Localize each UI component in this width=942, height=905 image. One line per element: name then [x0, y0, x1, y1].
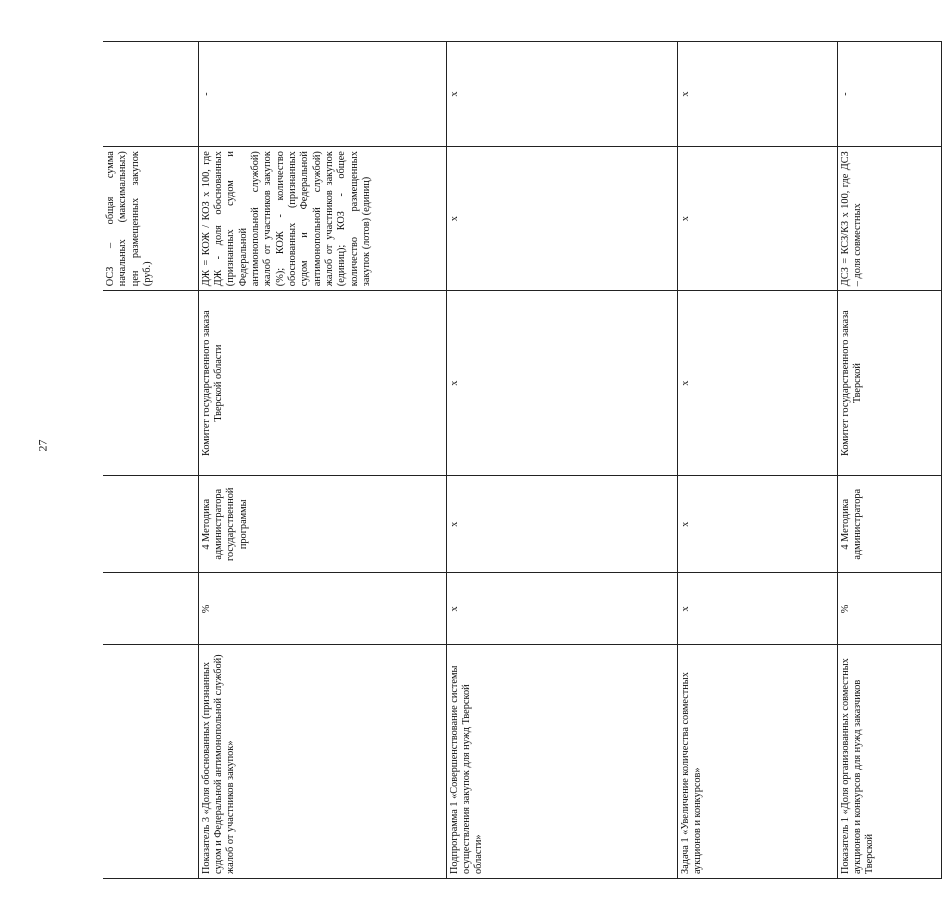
table-row: [677, 42, 837, 879]
indicator-name-cell: Подпрограмма 1 «Совершенствование системы осуществления закупок для нужд Тверской области»: [446, 645, 677, 879]
formula-cell: ОСЗ – общая сумма начальных (максимальных) цен размещенных закупок (руб.): [103, 147, 198, 291]
table-row: [837, 42, 941, 879]
formula-cell: х: [446, 147, 677, 291]
method-cell: 4 Методика администратора государственной программы: [198, 476, 446, 573]
page-number: 27: [35, 439, 50, 452]
unit-cell: [103, 573, 198, 645]
indicator-name-cell: Показатель 1 «Доля организованных совместных аукционов и конкурсов для нужд заказчиков Тверской: [837, 645, 941, 879]
formula-cell: х: [677, 147, 837, 291]
table-row: [103, 42, 198, 879]
responsible-cell: Комитет государственного заказа Тверской области: [198, 291, 446, 476]
indicator-name-cell: Показатель 3 «Доля обоснованных (признанных судом и Федеральной антимонопольной службой) жалоб от участников закупок»: [198, 645, 446, 879]
indicator-name-cell: [103, 645, 198, 879]
unit-cell: х: [677, 573, 837, 645]
table-row: [446, 42, 677, 879]
method-cell: х: [446, 476, 677, 573]
unit-cell: х: [446, 573, 677, 645]
value-cell: -: [837, 42, 941, 147]
value-cell: -: [198, 42, 446, 147]
value-cell: х: [446, 42, 677, 147]
method-cell: [103, 476, 198, 573]
formula-cell: ДСЗ = КСЗ/КЗ х 100, где ДСЗ – доля совместных: [837, 147, 941, 291]
value-cell: [103, 42, 198, 147]
formula-cell: ДЖ = КОЖ / КОЗ х 100, где ДЖ - доля обоснованных (признанных судом и Федеральной антимонопольной службой) жалоб от участников закупок (%); КОЖ - количество обоснованных (признанных судом и Федеральной антимонопольной службой) жалоб от участников закупок (единиц); КОЗ - общее количество размещенных закупок (лотов) (единиц): [198, 147, 446, 291]
responsible-cell: [103, 291, 198, 476]
responsible-cell: х: [446, 291, 677, 476]
value-cell: х: [677, 42, 837, 147]
responsible-cell: Комитет государственного заказа Тверской: [837, 291, 941, 476]
method-cell: х: [677, 476, 837, 573]
unit-cell: %: [837, 573, 941, 645]
indicators-table: [103, 41, 942, 879]
table-row: [198, 42, 446, 879]
unit-cell: %: [198, 573, 446, 645]
indicator-name-cell: Задача 1 «Увеличение количества совместных аукционов и конкурсов»: [677, 645, 837, 879]
method-cell: 4 Методика администратора: [837, 476, 941, 573]
indicators-table-rotated: [103, 41, 876, 879]
responsible-cell: х: [677, 291, 837, 476]
